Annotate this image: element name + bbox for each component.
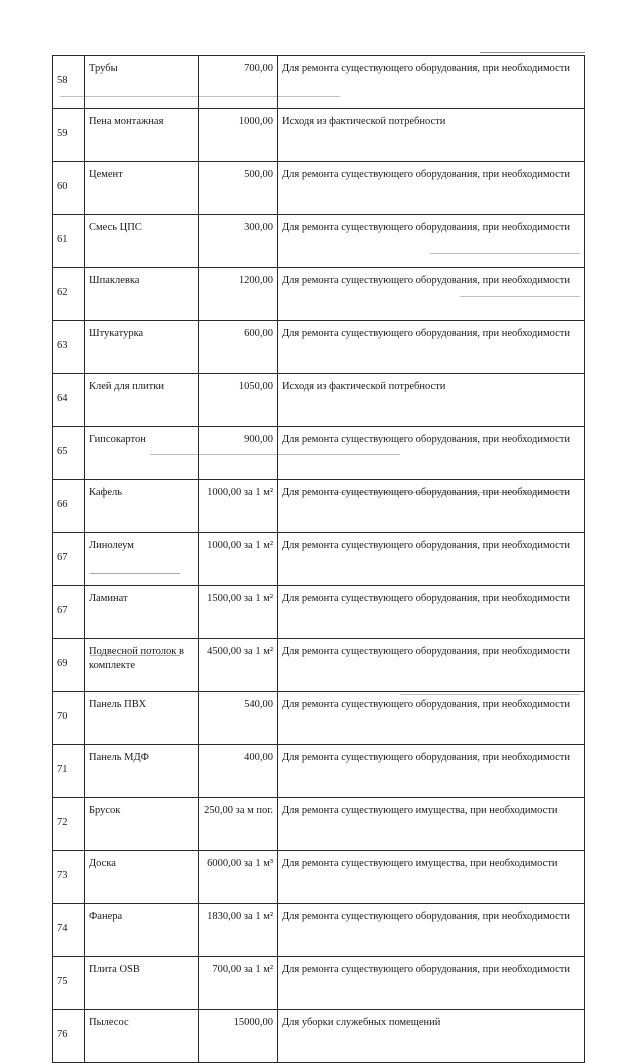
row-number: 75 [53,957,85,1010]
item-price: 6000,00 за 1 м³ [199,851,278,904]
row-number: 71 [53,745,85,798]
table-body [53,56,585,1063]
item-note: Для ремонта существующего имущества, при необходимости [278,798,585,851]
table-row [53,268,585,321]
item-note: Для ремонта существующего оборудования, при необходимости [278,427,585,480]
row-number: 60 [53,162,85,215]
item-price: 1000,00 [199,109,278,162]
item-name: Пылесос [85,1010,199,1063]
table-row [53,798,585,851]
table-row [53,692,585,745]
scan-artifact-line [460,296,580,297]
row-number: 63 [53,321,85,374]
item-note: Исходя из фактической потребности [278,374,585,427]
table-row [53,533,585,586]
item-note: Для ремонта существующего имущества, при необходимости [278,851,585,904]
table-row [53,374,585,427]
item-name: Цемент [85,162,199,215]
item-name: Брусок [85,798,199,851]
table-row [53,586,585,639]
materials-table [52,55,585,1063]
item-note: Для ремонта существующего оборудования, при необходимости [278,480,585,533]
table-row [53,480,585,533]
item-price: 15000,00 [199,1010,278,1063]
table-row [53,851,585,904]
row-number: 69 [53,639,85,692]
scan-artifact-line [90,573,180,574]
item-note: Для ремонта существующего оборудования, при необходимости [278,904,585,957]
item-note: Для ремонта существующего оборудования, при необходимости [278,745,585,798]
item-name: Шпаклевка [85,268,199,321]
item-note: Для ремонта существующего оборудования, при необходимости [278,162,585,215]
item-name: Доска [85,851,199,904]
item-price: 600,00 [199,321,278,374]
item-note: Для ремонта существующего оборудования, при необходимости [278,639,585,692]
table-row [53,904,585,957]
item-name: Фанера [85,904,199,957]
item-price: 1050,00 [199,374,278,427]
item-name: Подвесной потолок в комплекте [85,639,199,692]
item-price: 540,00 [199,692,278,745]
row-number: 65 [53,427,85,480]
scan-artifact-line [60,96,340,97]
item-note: Для ремонта существующего оборудования, при необходимости [278,533,585,586]
table-row [53,162,585,215]
table-row [53,957,585,1010]
scan-artifact-line [400,694,580,695]
table-row [53,321,585,374]
row-number: 70 [53,692,85,745]
row-number: 73 [53,851,85,904]
row-number: 59 [53,109,85,162]
item-price: 4500,00 за 1 м² [199,639,278,692]
table-row [53,639,585,692]
item-note: Для уборки служебных помещений [278,1010,585,1063]
item-price: 300,00 [199,215,278,268]
item-price: 1830,00 за 1 м² [199,904,278,957]
table-row [53,109,585,162]
item-note: Для ремонта существующего оборудования, при необходимости [278,957,585,1010]
row-number: 58 [53,56,85,109]
item-price: 1000,00 за 1 м² [199,480,278,533]
item-price: 700,00 за 1 м² [199,957,278,1010]
item-note: Для ремонта существующего оборудования, при необходимости [278,268,585,321]
item-price: 1200,00 [199,268,278,321]
row-number: 64 [53,374,85,427]
item-price: 250,00 за м пог. [199,798,278,851]
scan-artifact-line [90,655,180,656]
scan-artifact-line [330,492,570,493]
item-name: Кафель [85,480,199,533]
row-number: 62 [53,268,85,321]
table-row [53,745,585,798]
item-price: 700,00 [199,56,278,109]
table-row [53,1010,585,1063]
item-name: Трубы [85,56,199,109]
item-note: Исходя из фактической потребности [278,109,585,162]
item-name: Смесь ЦПС [85,215,199,268]
item-name: Панель МДФ [85,745,199,798]
table-row [53,215,585,268]
item-price: 500,00 [199,162,278,215]
item-note: Для ремонта существующего оборудования, при необходимости [278,586,585,639]
item-price: 1000,00 за 1 м² [199,533,278,586]
scan-artifact-line [480,52,585,53]
row-number: 72 [53,798,85,851]
item-name: Штукатурка [85,321,199,374]
row-number: 67 [53,586,85,639]
item-note: Для ремонта существующего оборудования, при необходимости [278,321,585,374]
table-row [53,427,585,480]
scan-artifact-line [150,454,400,455]
row-number: 74 [53,904,85,957]
item-price: 900,00 [199,427,278,480]
row-number: 66 [53,480,85,533]
item-price: 1500,00 за 1 м² [199,586,278,639]
item-name: Клей для плитки [85,374,199,427]
item-name: Пена монтажная [85,109,199,162]
row-number: 61 [53,215,85,268]
item-name: Плита OSB [85,957,199,1010]
item-name: Ламинат [85,586,199,639]
item-price: 400,00 [199,745,278,798]
table-row [53,56,585,109]
item-note: Для ремонта существующего оборудования, при необходимости [278,56,585,109]
row-number: 67 [53,533,85,586]
row-number: 76 [53,1010,85,1063]
item-name: Гипсокартон [85,427,199,480]
item-name: Линолеум [85,533,199,586]
scan-artifact-line [430,253,580,254]
item-note: Для ремонта существующего оборудования, при необходимости [278,692,585,745]
item-name: Панель ПВХ [85,692,199,745]
item-note: Для ремонта существующего оборудования, при необходимости [278,215,585,268]
